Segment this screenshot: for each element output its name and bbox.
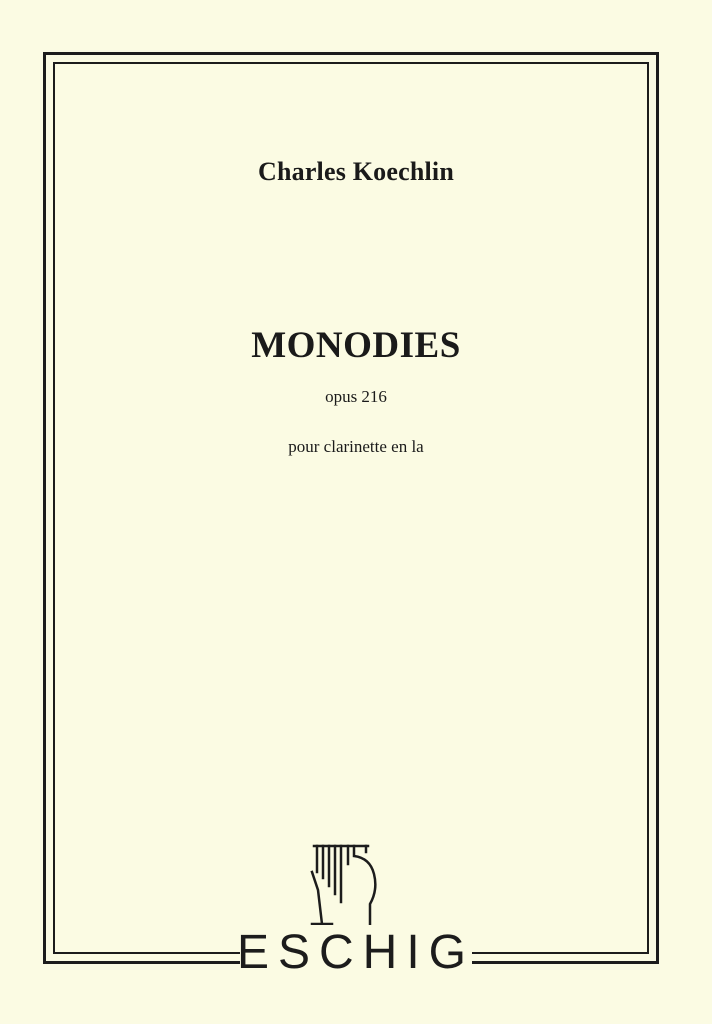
inner-border [53, 62, 649, 954]
eschig-harp-logo-icon [308, 838, 398, 932]
work-title: MONODIES [251, 325, 461, 366]
publisher-name: ESCHIG [236, 926, 476, 979]
instrumentation: pour clarinette en la [288, 437, 424, 456]
opus-number: opus 216 [325, 387, 387, 406]
composer-name: Charles Koechlin [257, 157, 455, 186]
